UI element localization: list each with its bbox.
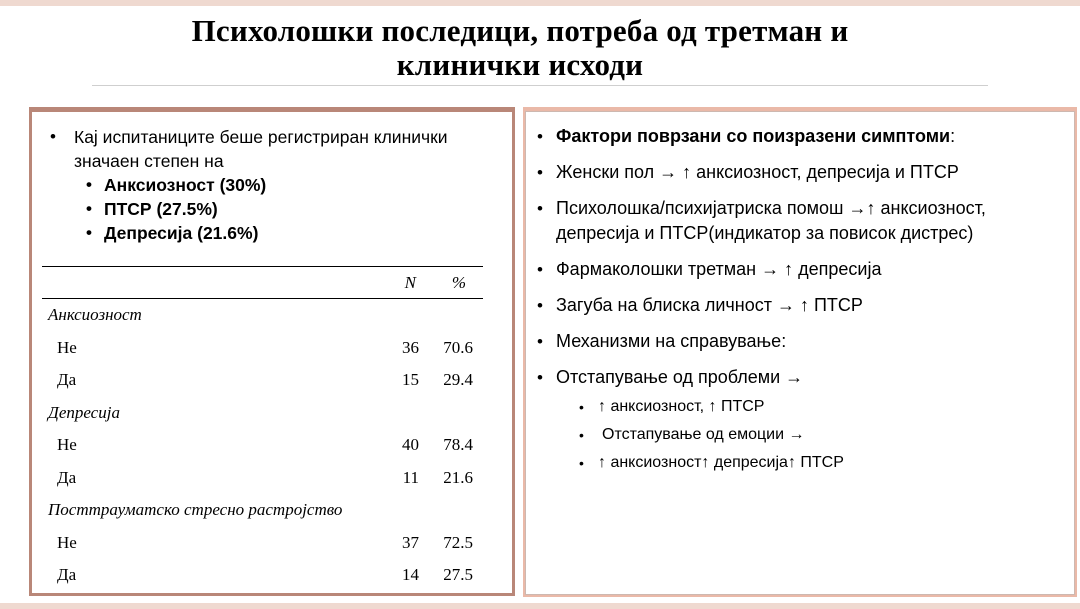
row-n: 37	[402, 532, 419, 552]
slide-title-line-2: клинички исходи	[396, 47, 644, 82]
table-header-row	[42, 267, 483, 299]
right-bullets	[534, 124, 1074, 480]
bullet-dot: •	[86, 175, 92, 194]
bullet-dot: •	[537, 199, 543, 218]
bullet-dot: •	[537, 368, 543, 387]
table-row	[42, 559, 483, 592]
row-label: Да	[57, 467, 77, 487]
bullet-text: Фармаколошки третман → ↑ депресија	[556, 259, 882, 279]
title-divider	[92, 85, 988, 86]
row-label: Не	[57, 435, 77, 455]
bullet-dot: •	[537, 127, 543, 146]
table-row	[42, 364, 483, 397]
bullet-dot: •	[537, 296, 543, 315]
row-percent: 78.4	[443, 435, 473, 455]
bullet-dot: •	[579, 399, 584, 415]
bullet-problem-avoidance	[534, 365, 1074, 390]
table-category-row	[42, 299, 483, 332]
row-percent: 70.6	[443, 337, 473, 357]
sub-bullet	[534, 424, 1074, 446]
bullet-dot: •	[537, 260, 543, 279]
sub-bullet	[534, 396, 1074, 418]
row-n: 14	[402, 565, 419, 585]
bullet-factors-heading	[534, 124, 1074, 149]
sub-bullet	[534, 452, 1074, 474]
top-accent-bar	[0, 0, 1080, 6]
sub-bullet-text: ↑ анксиозност, ↑ ПТСР	[598, 398, 765, 415]
table-row	[42, 527, 483, 560]
bullet-text: Механизми на справување:	[556, 331, 787, 351]
bullet-dot: •	[579, 427, 584, 443]
table-category-row	[42, 397, 483, 430]
bullet-text: Психолошка/психијатриска помош →↑ анксиозност, депресија и ПТСР(индикатор за повисок дистрес)	[556, 198, 986, 243]
bullet-dot: •	[537, 163, 543, 182]
sub-bullet-text: Отстапување од емоции →	[602, 426, 805, 443]
bullet-pharma-treatment	[534, 257, 1074, 282]
slide-title	[0, 14, 1040, 82]
bullet-dot: •	[50, 127, 56, 146]
sub-bullet-text: ПТСР (27.5%)	[104, 199, 218, 219]
bullet-dot: •	[86, 199, 92, 218]
table-header-percent: %	[431, 267, 483, 299]
left-panel	[29, 107, 515, 596]
sub-bullet-depression	[46, 221, 506, 245]
category-label: Посттрауматско стресно растројство	[48, 500, 343, 520]
table-header-n: N	[371, 267, 431, 299]
table-row	[42, 429, 483, 462]
bullet-psych-help	[534, 196, 1074, 246]
row-n: 40	[402, 435, 419, 455]
row-percent: 72.5	[443, 532, 473, 552]
row-label: Да	[57, 565, 77, 585]
row-percent: 29.4	[443, 370, 473, 390]
row-percent: 27.5	[443, 565, 473, 585]
factors-heading-text: Фактори поврзани со поизразени симптоми	[556, 126, 951, 146]
bottom-accent-bar	[0, 603, 1080, 609]
sub-bullet-text: ↑ анксиозност↑ депресија↑ ПТСР	[598, 454, 844, 471]
sub-bullet-ptsd	[46, 197, 506, 221]
row-n: 36	[402, 337, 419, 357]
bullet-dot: •	[579, 455, 584, 471]
row-label: Не	[57, 532, 77, 552]
row-n: 15	[402, 370, 419, 390]
bullet-text: Женски пол → ↑ анксиозност, депресија и ПТСР	[556, 162, 959, 182]
bullet-coping-mechanisms	[534, 329, 1074, 354]
bullet-loss-of-loved-one	[534, 293, 1074, 318]
row-label: Да	[57, 370, 77, 390]
bullet-text: Отстапување од проблеми →	[556, 367, 804, 387]
category-label: Анксиозност	[48, 305, 142, 325]
factors-heading-colon: :	[950, 126, 956, 146]
right-panel	[523, 107, 1077, 597]
row-label: Не	[57, 337, 77, 357]
sub-bullet-text: Анксиозност (30%)	[104, 175, 267, 195]
category-label: Депресија	[48, 402, 120, 422]
slide-title-line-1: Психолошки последици, потреба од третман и	[191, 13, 849, 48]
left-bullets	[46, 125, 506, 245]
sub-bullet-anxiety	[46, 173, 506, 197]
bullet-female-gender	[534, 160, 1074, 185]
bullet-dot: •	[86, 223, 92, 242]
table-category-row	[42, 494, 483, 527]
row-n: 11	[402, 467, 419, 487]
results-table	[42, 266, 483, 592]
sub-bullet-text: Депресија (21.6%)	[104, 223, 259, 243]
bullet-dot: •	[537, 332, 543, 351]
table-row	[42, 332, 483, 365]
row-percent: 21.6	[443, 467, 473, 487]
bullet-text: Загуба на блиска личност → ↑ ПТСР	[556, 295, 863, 315]
bullet-intro-text: Кај испитаниците беше регистриран клинички значаен степен на	[74, 127, 448, 171]
table-header-blank	[42, 267, 371, 299]
bullet-intro	[46, 125, 506, 173]
table-row	[42, 462, 483, 495]
